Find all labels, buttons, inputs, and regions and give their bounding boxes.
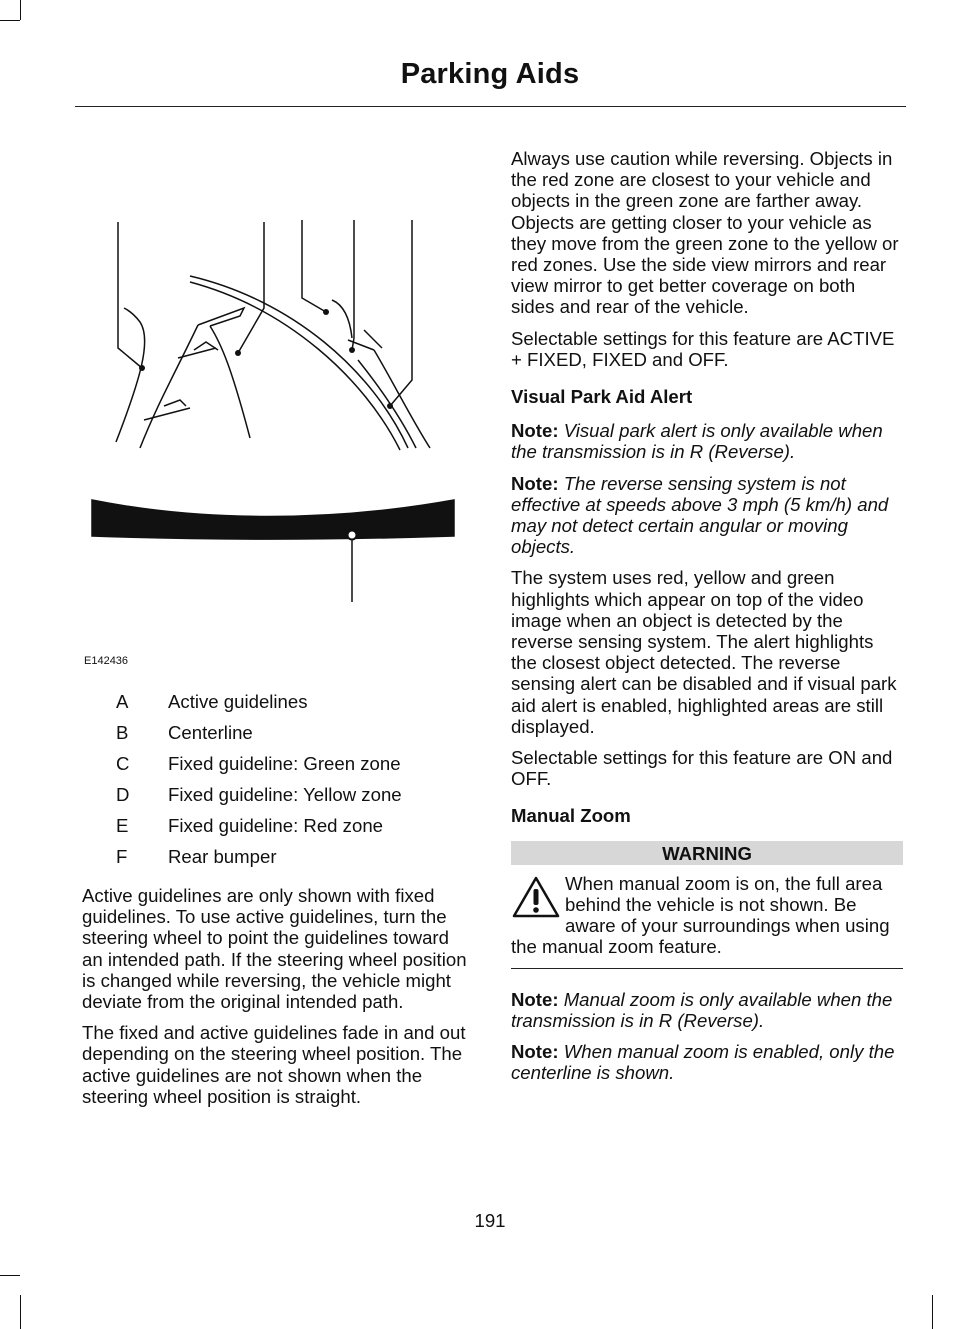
left-column (82, 885, 474, 1117)
warning-triangle-icon (511, 875, 561, 919)
warning-text: When manual zoom is on, the full area behind the vehicle is not shown. Be aware of your surroundings when using the manual zoom feature. (511, 872, 890, 958)
crop-mark (0, 1275, 20, 1276)
crop-mark (20, 0, 21, 20)
figure-legend (82, 691, 474, 877)
note-text: Visual park alert is only available when the transmission is in R (Reverse). (511, 420, 883, 463)
legend-letter: E (116, 815, 129, 836)
crop-mark (20, 1295, 21, 1329)
legend-row (82, 753, 474, 784)
paragraph: Selectable settings for this feature are ACTIVE + FIXED, FIXED and OFF. (511, 327, 895, 370)
note (511, 1041, 903, 1083)
note-text: When manual zoom is enabled, only the centerline is shown. (511, 1040, 895, 1084)
page-number: 191 (474, 1210, 506, 1231)
legend-text: Rear bumper (168, 846, 277, 867)
legend-text: Fixed guideline: Red zone (168, 815, 383, 836)
legend-text: Centerline (168, 722, 253, 743)
note (511, 473, 903, 558)
legend-letter: C (116, 753, 130, 774)
legend-text: Fixed guideline: Green zone (168, 753, 401, 774)
section-heading: Manual Zoom (511, 805, 631, 827)
paragraph: The system uses red, yellow and green highlights which appear on top of the video image when an object is detected by the reverse sensing system. The alert highlights the closest object detected. The reverse sensing alert can be disabled and if visual park aid alert is enabled, highlighted areas are still displayed. (511, 567, 897, 737)
note (511, 420, 903, 462)
crop-mark (0, 20, 20, 21)
note (511, 989, 903, 1031)
warning-box (511, 873, 903, 958)
paragraph: Always use caution while reversing. Objects in the red zone are closest to your vehicle and objects in the green zone are farther away. Objects are getting closer to your vehicle as they move from the green zone to the yellow or red zones. Use the side view mirrors and rear view mirror to get better coverage on both sides and rear of the vehicle. (511, 148, 899, 318)
section-heading: Visual Park Aid Alert (511, 386, 693, 408)
note-text: Manual zoom is only available when the transmission is in R (Reverse). (511, 988, 893, 1031)
page-title: Parking Aids (400, 58, 580, 90)
legend-text: Active guidelines (168, 691, 308, 712)
legend-text: Fixed guideline: Yellow zone (168, 784, 402, 805)
legend-letter: D (116, 784, 130, 805)
note-label: Note: (511, 420, 559, 442)
title-divider (75, 106, 906, 107)
note-text: The reverse sensing system is not effective at speeds above 3 mph (5 km/h) and may not detect certain angular or moving objects. (511, 472, 889, 558)
legend-letter: F (116, 846, 128, 867)
parking-guidelines-figure (82, 210, 474, 670)
note-label: Note: (511, 1040, 559, 1062)
legend-row (82, 784, 474, 815)
legend-row (82, 815, 474, 846)
legend-row (82, 722, 474, 753)
note-label: Note: (511, 472, 559, 494)
legend-row (82, 691, 474, 722)
note-label: Note: (511, 988, 559, 1010)
paragraph: Active guidelines are only shown with fixed guidelines. To use active guidelines, turn the steering wheel to point the guidelines toward an intended path. If the steering wheel position is changed while reversing, the vehicle might deviate from the original intended path. (82, 885, 467, 1013)
paragraph: Selectable settings for this feature are ON and OFF. (511, 747, 893, 790)
legend-letter: B (116, 722, 129, 743)
legend-row (82, 846, 474, 877)
right-column (511, 148, 903, 1093)
crop-mark (932, 1295, 933, 1329)
warning-banner: WARNING (511, 841, 903, 865)
paragraph: The fixed and active guidelines fade in and out depending on the steering wheel position. The active guidelines are not shown when the steering wheel position is straight. (82, 1022, 466, 1107)
warning-divider (511, 968, 903, 969)
figure-code: E142436 (84, 655, 129, 667)
legend-letter: A (116, 691, 129, 712)
